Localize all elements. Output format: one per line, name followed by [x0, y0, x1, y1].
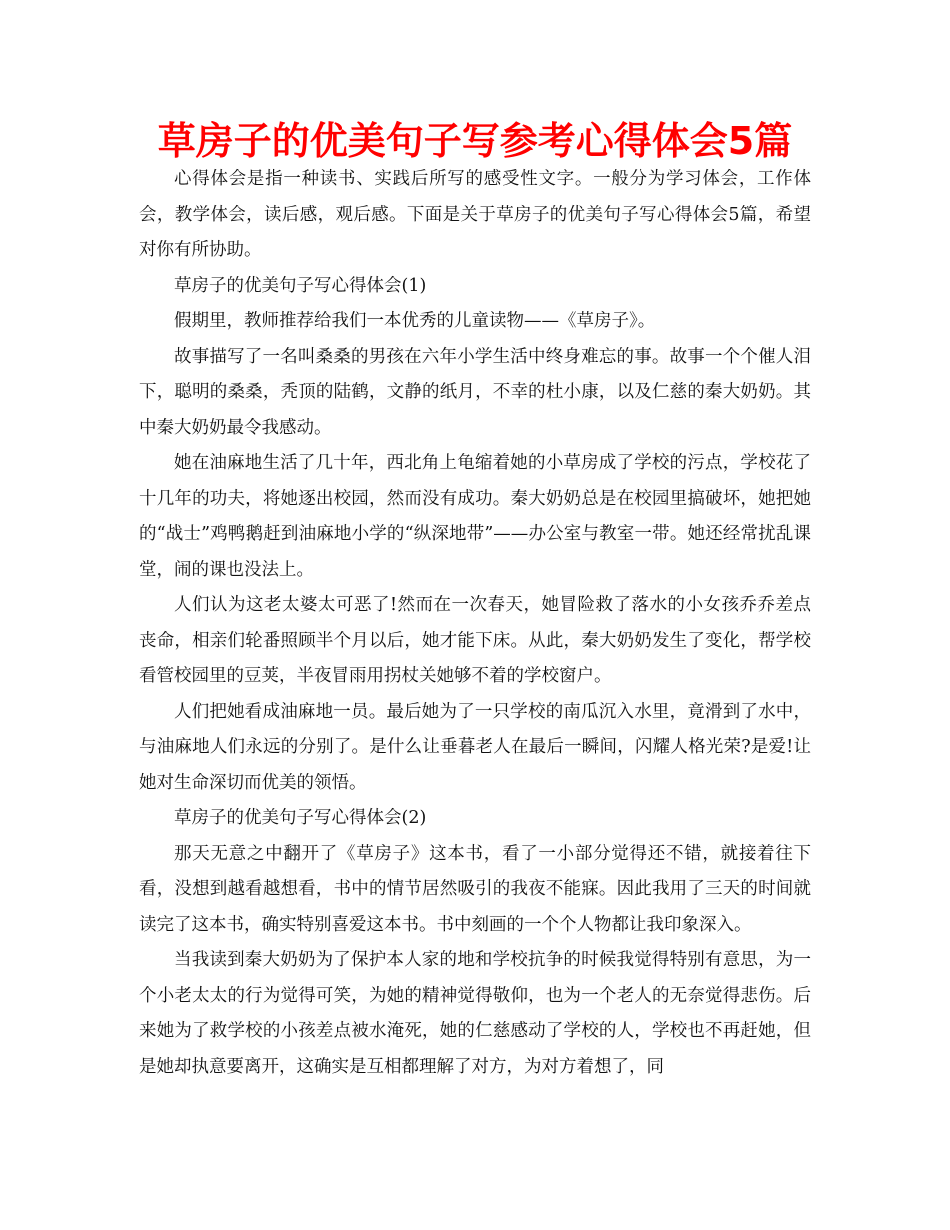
section-heading-1: 草房子的优美句子写心得体会(1) [174, 275, 427, 296]
body-paragraph: 她在油麻地生活了几十年，西北角上龟缩着她的小草房成了学校的污点，学校花了十几年的功夫，将她逐出校园，然而没有成功。秦大奶奶总是在校园里搞破坏，她把她的“战士”鸡鸭鹅赶到油麻地小学的“纵深地带”——办公室与教室一带。她还经常扰乱课堂，闹的课也没法上。 [139, 453, 811, 580]
body-paragraph: 人们认为这老太婆太可恶了!然而在一次春天，她冒险救了落水的小女孩乔乔差点丧命，相亲们轮番照顾半个月以后，她才能下床。从此，秦大奶奶发生了变化，帮学校看管校园里的豆荚，半夜冒雨用拐杖关她够不着的学校窗户。 [139, 595, 811, 686]
body-paragraph: 那天无意之中翻开了《草房子》这本书，看了一小部分觉得还不错，就接着往下看，没想到越看越想看，书中的情节居然吸引的我夜不能寐。因此我用了三天的时间就读完了这本书，确实特别喜爱这本书。书中刻画的一个个人物都让我印象深入。 [139, 843, 811, 935]
intro-paragraph: 心得体会是指一种读书、实践后所写的感受性文字。一般分为学习体会，工作体会，教学体会，读后感，观后感。下面是关于草房子的优美句子写心得体会5篇，希望对你有所协助。 [139, 169, 811, 260]
body-paragraph: 假期里，教师推荐给我们一本优秀的儿童读物——《草房子》。 [174, 311, 656, 331]
document-body [139, 162, 811, 1085]
document-title: 草房子的优美句子写参考心得体会5篇 [157, 119, 793, 163]
section-heading-2: 草房子的优美句子写心得体会(2) [174, 808, 427, 828]
body-paragraph: 故事描写了一名叫桑桑的男孩在六年小学生活中终身难忘的事。故事一个个催人泪下，聪明的桑桑，秃顶的陆鹤，文静的纸月，不幸的杜小康，以及仁慈的秦大奶奶。其中秦大奶奶最令我感动。 [139, 346, 811, 438]
body-paragraph: 当我读到秦大奶奶为了保护本人家的地和学校抗争的时候我觉得特别有意思，为一个小老太太的行为觉得可笑，为她的精神觉得敬仰，也为一个老人的无奈觉得悲伤。后来她为了救学校的小孩差点被水淹死，她的仁慈感动了学校的人，学校也不再赶她，但是她却执意要离开，这确实是互相都理解了对方，为对方着想了，同 [139, 950, 811, 1077]
body-paragraph: 人们把她看成油麻地一员。最后她为了一只学校的南瓜沉入水里，竟滑到了水中，与油麻地人们永远的分别了。是什么让垂暮老人在最后一瞬间，闪耀人格光荣?是爱!让她对生命深切而优美的领悟。 [139, 701, 811, 793]
